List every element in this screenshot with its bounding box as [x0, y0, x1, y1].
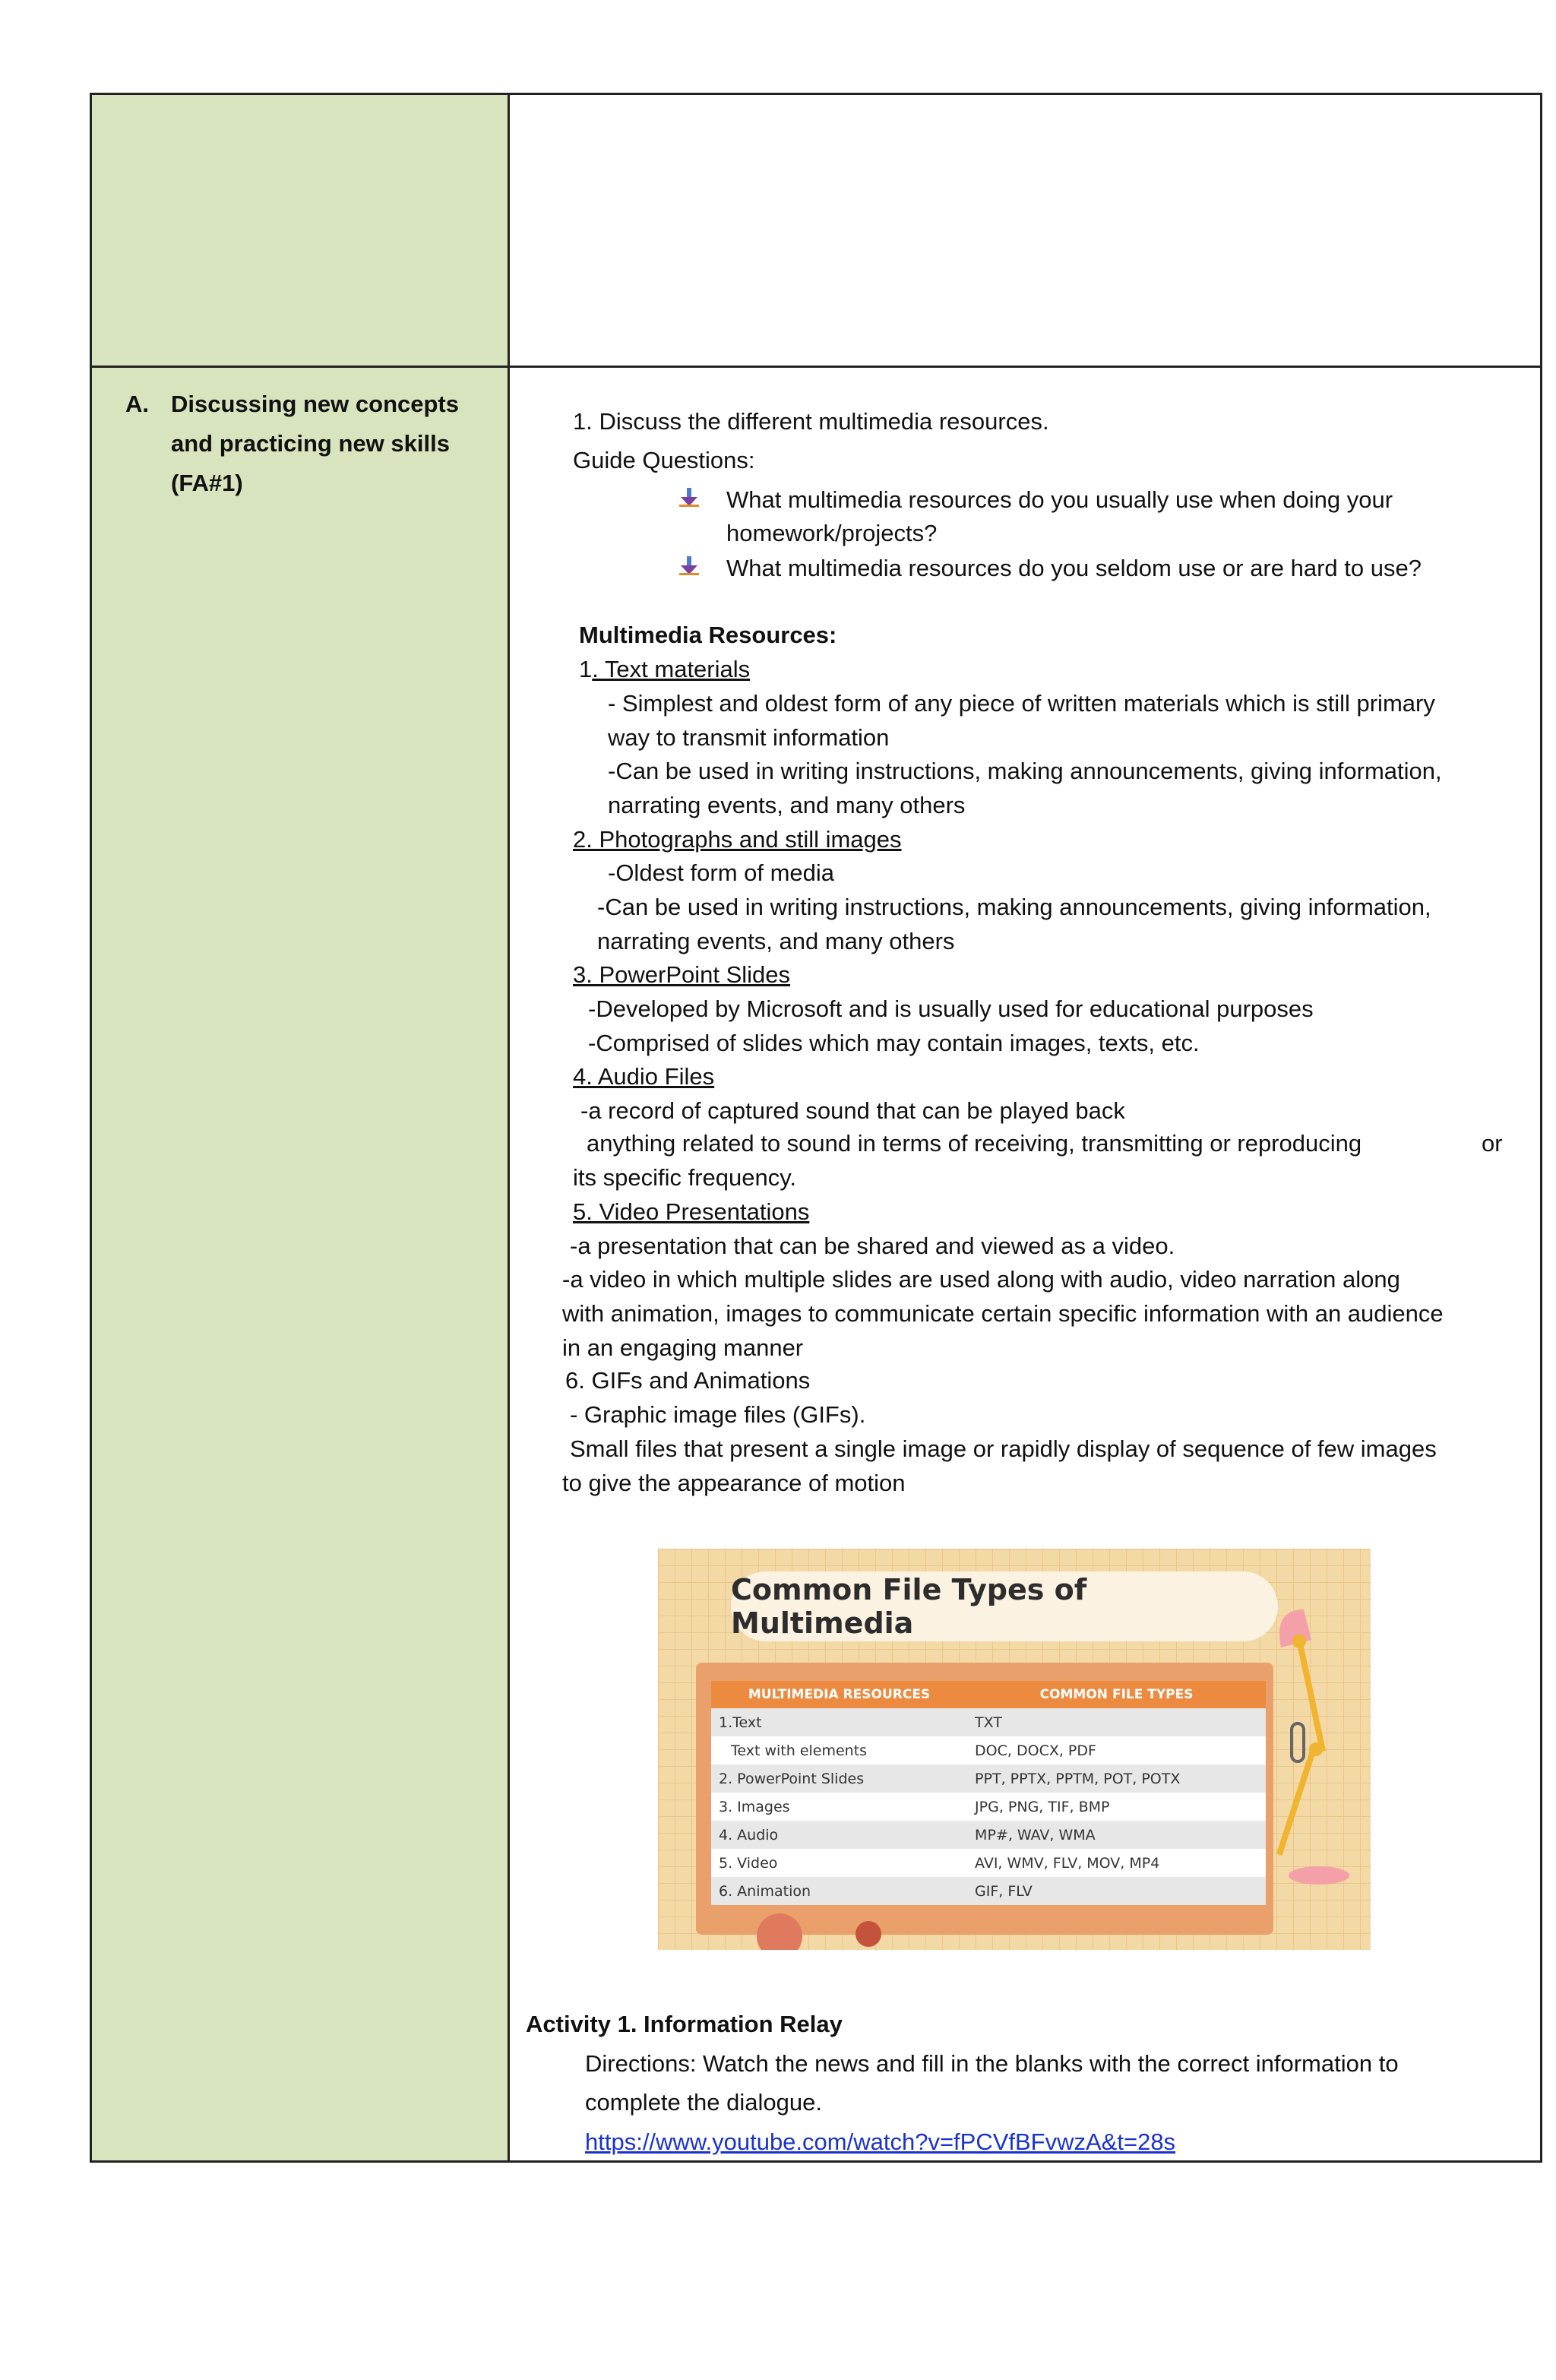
table-row — [711, 1793, 1266, 1821]
file-type-cell: GIF, FLV — [967, 1877, 1266, 1905]
resource-line: -a video in which multiple slides are used along with audio, video narration along — [562, 1266, 1400, 1293]
figure-title: Common File Types of Multimedia — [731, 1573, 1087, 1640]
bullet-arrow-icon — [679, 556, 699, 576]
table-row — [711, 1821, 1266, 1849]
activity-title: Activity 1. Information Relay — [526, 2011, 843, 2037]
resource-cell: Text with elements — [711, 1736, 967, 1764]
file-type-cell: AVI, WMV, FLV, MOV, MP4 — [967, 1849, 1266, 1877]
resource-line: -a record of captured sound that can be played back — [580, 1097, 1125, 1124]
left-cell-main — [92, 368, 510, 2160]
activity-directions: Directions: Watch the news and fill in the blanks with the correct information to — [585, 2050, 1399, 2077]
figure-banner — [731, 1571, 1278, 1641]
resource-title-text — [579, 654, 750, 685]
bullet-arrow-icon — [679, 488, 699, 508]
lesson-step-letter: A. — [125, 391, 149, 417]
file-type-cell: DOC, DOCX, PDF — [967, 1736, 1266, 1764]
resource-title-text-label: . Text materials — [592, 656, 751, 682]
resource-line: its specific frequency. — [573, 1164, 797, 1191]
file-types-header: COMMON FILE TYPES — [967, 1681, 1266, 1708]
activity-directions-cont: complete the dialogue. — [585, 2089, 822, 2116]
resource-number: 1 — [579, 656, 593, 682]
resource-line: - Simplest and oldest form of any piece of written materials which is still primary — [608, 690, 1435, 717]
file-types-header-row — [711, 1681, 1266, 1708]
resource-line: -Developed by Microsoft and is usually used for educational purposes — [588, 995, 1314, 1022]
resource-line: anything related to sound in terms of receiving, transmitting or reproducing — [587, 1130, 1362, 1157]
resource-line: -Can be used in writing instructions, making announcements, giving information, — [608, 758, 1442, 784]
guide-question: What multimedia resources do you usually use when doing your — [726, 486, 1393, 513]
resource-line: in an engaging manner — [562, 1334, 804, 1361]
lesson-step-label — [125, 385, 490, 503]
resource-title-gifs: 6. GIFs and Animations — [565, 1367, 811, 1394]
file-type-cell: MP#, WAV, WMA — [967, 1821, 1266, 1849]
resource-cell: 3. Images — [711, 1793, 967, 1821]
guide-question: What multimedia resources do you seldom use or are hard to use? — [726, 555, 1422, 581]
resource-line: with animation, images to communicate certain specific information with an audience — [562, 1300, 1444, 1327]
resource-line: -a presentation that can be shared and viewed as a video. — [570, 1233, 1175, 1259]
resource-title-photos: 2. Photographs and still images — [573, 826, 902, 853]
resource-line-end: or — [1482, 1130, 1503, 1157]
resource-line: - Graphic image files (GIFs). — [570, 1401, 866, 1428]
file-types-table — [711, 1681, 1266, 1905]
right-cell-top — [510, 95, 1540, 366]
file-type-cell: PPT, PPTX, PPTM, POT, POTX — [967, 1764, 1266, 1793]
resource-cell: 1.Text — [711, 1708, 967, 1736]
lesson-step-title-line: Discussing new concepts — [171, 391, 459, 417]
desk-lamp-icon — [1266, 1594, 1365, 1913]
resource-title-audio: 4. Audio Files — [573, 1063, 715, 1090]
lesson-step-title-line: and practicing new skills — [171, 430, 450, 457]
guide-question-cont: homework/projects? — [726, 520, 938, 546]
resource-cell: 5. Video — [711, 1849, 967, 1877]
resource-cell: 2. PowerPoint Slides — [711, 1764, 967, 1793]
table-row — [711, 1708, 1266, 1736]
resource-cell: 4. Audio — [711, 1821, 967, 1849]
resource-title-ppt: 3. PowerPoint Slides — [573, 961, 791, 988]
table-row — [711, 1764, 1266, 1793]
table-row — [711, 1736, 1266, 1764]
resources-heading: Multimedia Resources: — [579, 622, 837, 648]
resource-cell: 6. Animation — [711, 1877, 967, 1905]
file-types-figure — [658, 1549, 1371, 1950]
resource-line: narrating events, and many others — [597, 928, 955, 954]
guide-questions-label: Guide Questions: — [573, 447, 755, 473]
intro-instruction: 1. Discuss the different multimedia resources. — [573, 408, 1049, 435]
resource-title-video: 5. Video Presentations — [573, 1198, 810, 1225]
table-row — [711, 1849, 1266, 1877]
table-row — [711, 1877, 1266, 1905]
resource-line: narrating events, and many others — [608, 792, 966, 818]
resource-line: -Oldest form of media — [608, 859, 835, 886]
left-cell-top — [92, 95, 510, 366]
decorative-shape — [855, 1921, 881, 1947]
video-link[interactable]: https://www.youtube.com/watch?v=fPCVfBFvwzA&t=28s — [585, 2128, 1176, 2155]
file-type-cell: JPG, PNG, TIF, BMP — [967, 1793, 1266, 1821]
resource-line: Small files that present a single image or rapidly display of sequence of few images — [570, 1435, 1437, 1462]
resource-line: to give the appearance of motion — [562, 1470, 906, 1496]
resource-line: -Comprised of slides which may contain images, texts, etc. — [588, 1030, 1200, 1056]
resource-line: -Can be used in writing instructions, making announcements, giving information, — [597, 894, 1431, 920]
file-types-header: MULTIMEDIA RESOURCES — [711, 1681, 967, 1708]
file-type-cell: TXT — [967, 1708, 1266, 1736]
resource-line: way to transmit information — [608, 724, 890, 751]
lesson-step-title-line: (FA#1) — [171, 470, 243, 496]
table-row-top — [92, 95, 1540, 368]
